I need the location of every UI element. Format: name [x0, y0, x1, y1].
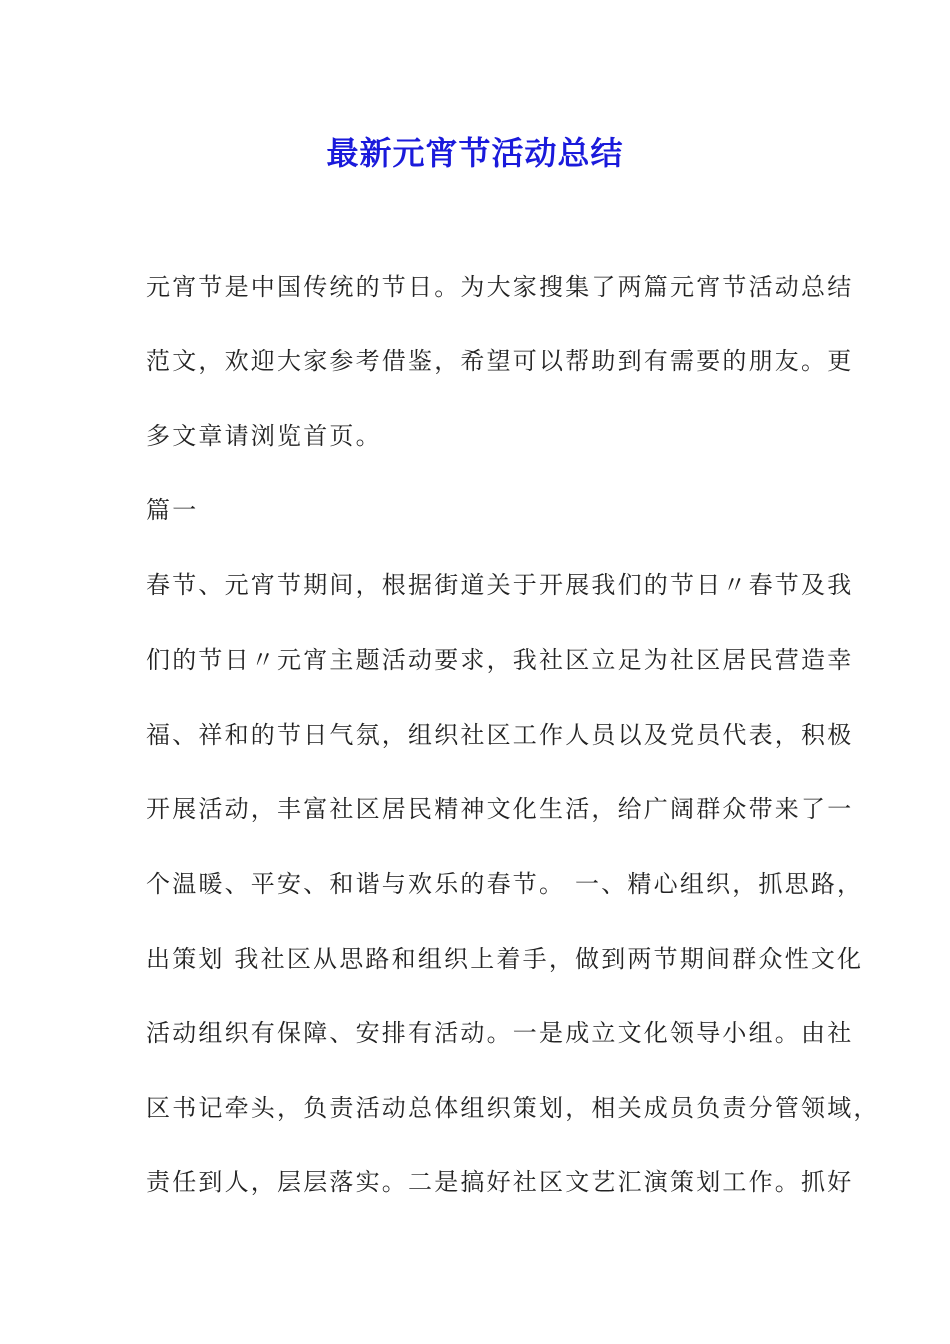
- body-line-13: 责任到人，层层落实。二是搞好社区文艺汇演策划工作。抓好: [146, 1168, 854, 1196]
- body-line-10: 出策划 我社区从思路和组织上着手，做到两节期间群众性文化: [146, 945, 864, 973]
- section-heading: 篇一: [146, 496, 199, 524]
- body-line-9: 个温暖、平安、和谐与欢乐的春节。 一、精心组织，抓思路，: [146, 870, 864, 898]
- body-line-8: 开展活动，丰富社区居民精神文化生活，给广阔群众带来了一: [146, 795, 854, 823]
- body-line-12: 区书记牵头，负责活动总体组织策划，相关成员负责分管领域，: [146, 1094, 880, 1122]
- body-line-3: 多文章请浏览首页。: [146, 422, 382, 450]
- body-line-6: 们的节日〃元宵主题活动要求，我社区立足为社区居民营造幸: [146, 646, 854, 674]
- body-line-2: 范文，欢迎大家参考借鉴，希望可以帮助到有需要的朋友。更: [146, 347, 854, 375]
- body-line-11: 活动组织有保障、安排有活动。一是成立文化领导小组。由社: [146, 1019, 854, 1047]
- body-line-5: 春节、元宵节期间，根据街道关于开展我们的节日〃春节及我: [146, 571, 854, 599]
- document-title: 最新元宵节活动总结: [326, 134, 624, 172]
- body-line-7: 福、祥和的节日气氛，组织社区工作人员以及党员代表，积极: [146, 721, 854, 749]
- body-line-1: 元宵节是中国传统的节日。为大家搜集了两篇元宵节活动总结: [146, 273, 854, 301]
